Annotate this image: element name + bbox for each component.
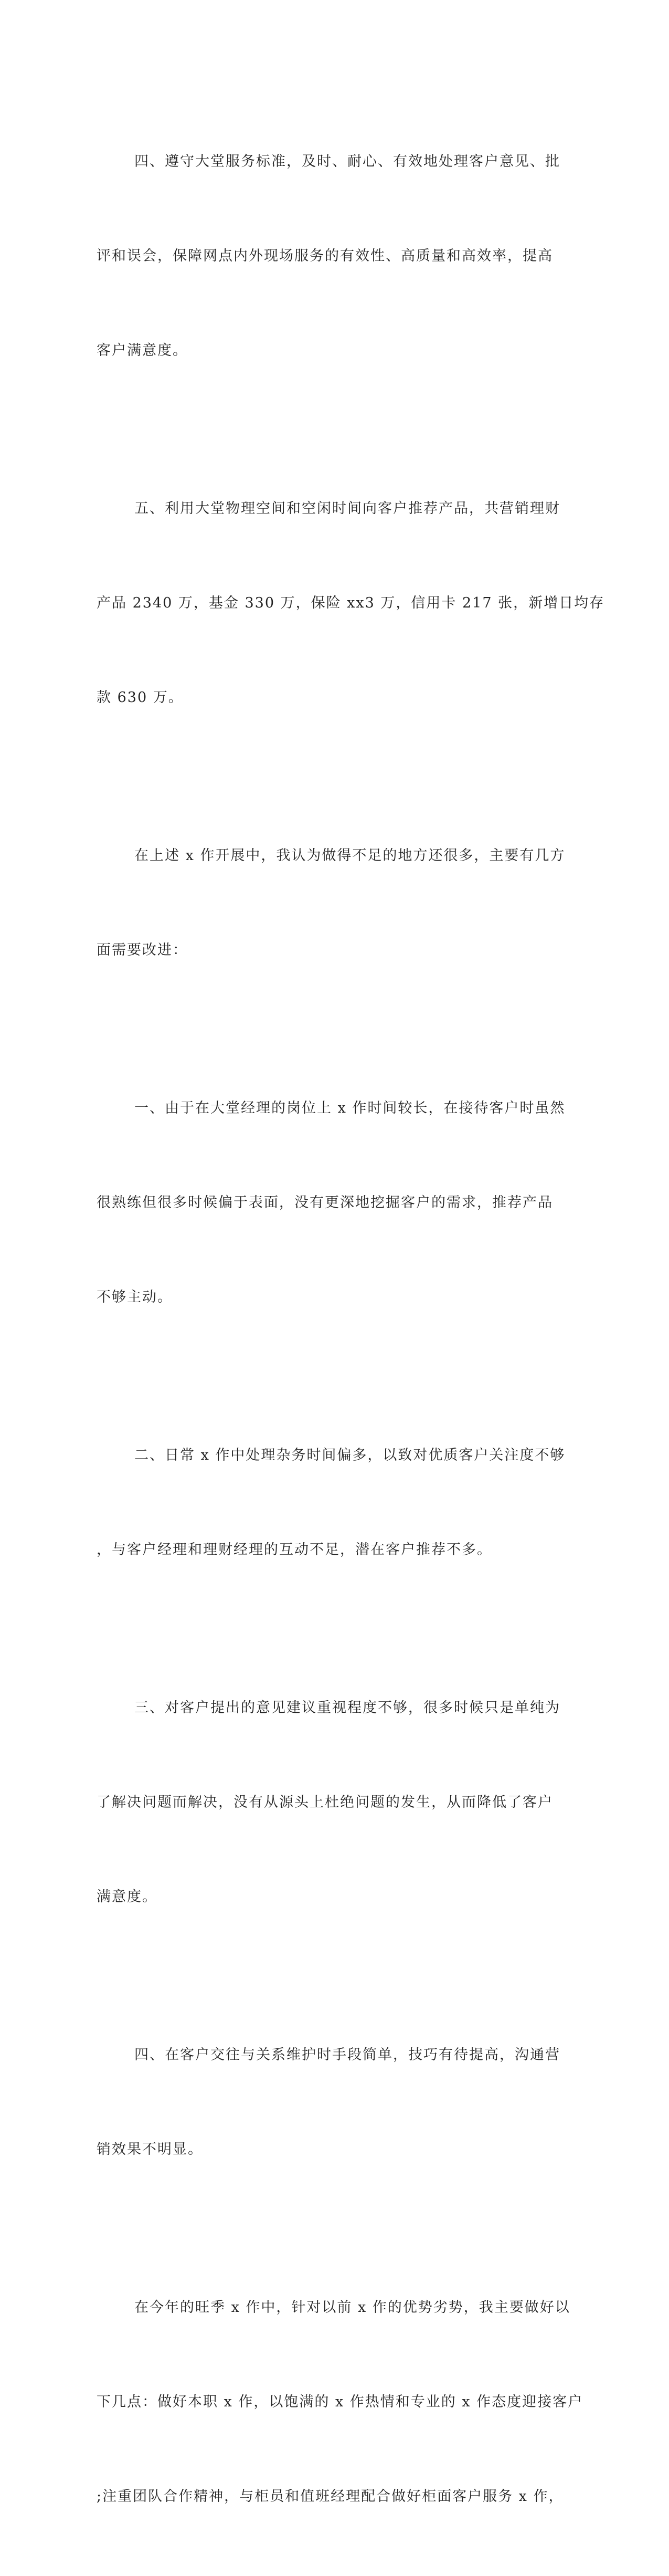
text-line: 四、遵守大堂服务标准，及时、耐心、有效地处理客户意见、批 [134, 153, 560, 170]
text-line: 不够主动。 [97, 1289, 173, 1305]
text-line: ;注重团队合作精神，与柜员和值班经理配合做好柜面客户服务 x 作， [97, 2488, 564, 2505]
text-line: 一、由于在大堂经理的岗位上 x 作时间较长，在接待客户时虽然 [134, 1100, 566, 1116]
text-line: 五、利用大堂物理空间和空闲时间向客户推荐产品，共营销理财 [134, 500, 560, 517]
text-line: ，与客户经理和理财经理的互动不足，潜在客户推荐不多。 [97, 1542, 492, 1558]
text-line: 在上述 x 作开展中，我认为做得不足的地方还很多，主要有几方 [134, 847, 566, 864]
paragraph-shortcoming-four [97, 1976, 560, 2228]
text-line: 在今年的旺季 x 作中，针对以前 x 作的优势劣势，我主要做好以 [134, 2299, 570, 2316]
paragraph-shortcoming-one [97, 1030, 566, 1376]
text-line: 产品 2340 万，基金 330 万，保险 xx3 万，信用卡 217 张，新增日均存 [97, 595, 605, 611]
text-line: 很熟练但很多时候偏于表面，没有更深地挖掘客户的需求，推荐产品 [97, 1195, 553, 1211]
document-body [97, 83, 605, 2576]
text-line: 销效果不明显。 [97, 2141, 203, 2158]
text-line: 款 630 万。 [97, 689, 184, 706]
paragraph-shortcoming-two [97, 1377, 566, 1629]
paragraph-shortcoming-three [97, 1629, 560, 1976]
text-line: 客户满意度。 [97, 342, 188, 359]
paragraph-peak-season-plan [97, 2229, 583, 2575]
text-line: 二、日常 x 作中处理杂务时间偏多，以致对优质客户关注度不够 [134, 1447, 566, 1463]
text-line: 了解决问题而解决，没有从源头上杜绝问题的发生，从而降低了客户 [97, 1794, 553, 1810]
text-line: 面需要改进： [97, 942, 188, 958]
text-line: 四、在客户交往与关系维护时手段简单，技巧有待提高，沟通营 [134, 2047, 560, 2063]
paragraph-shortcomings-intro [97, 777, 566, 1029]
text-line: 满意度。 [97, 1889, 157, 1905]
paragraph-service-standards [97, 83, 560, 430]
text-line: 下几点：做好本职 x 作，以饱满的 x 作热情和专业的 x 作态度迎接客户 [97, 2394, 583, 2410]
text-line: 评和误会，保障网点内外现场服务的有效性、高质量和高效率，提高 [97, 248, 553, 264]
paragraph-product-sales [97, 430, 605, 777]
text-line: 三、对客户提出的意见建议重视程度不够，很多时候只是单纯为 [134, 1700, 560, 1716]
